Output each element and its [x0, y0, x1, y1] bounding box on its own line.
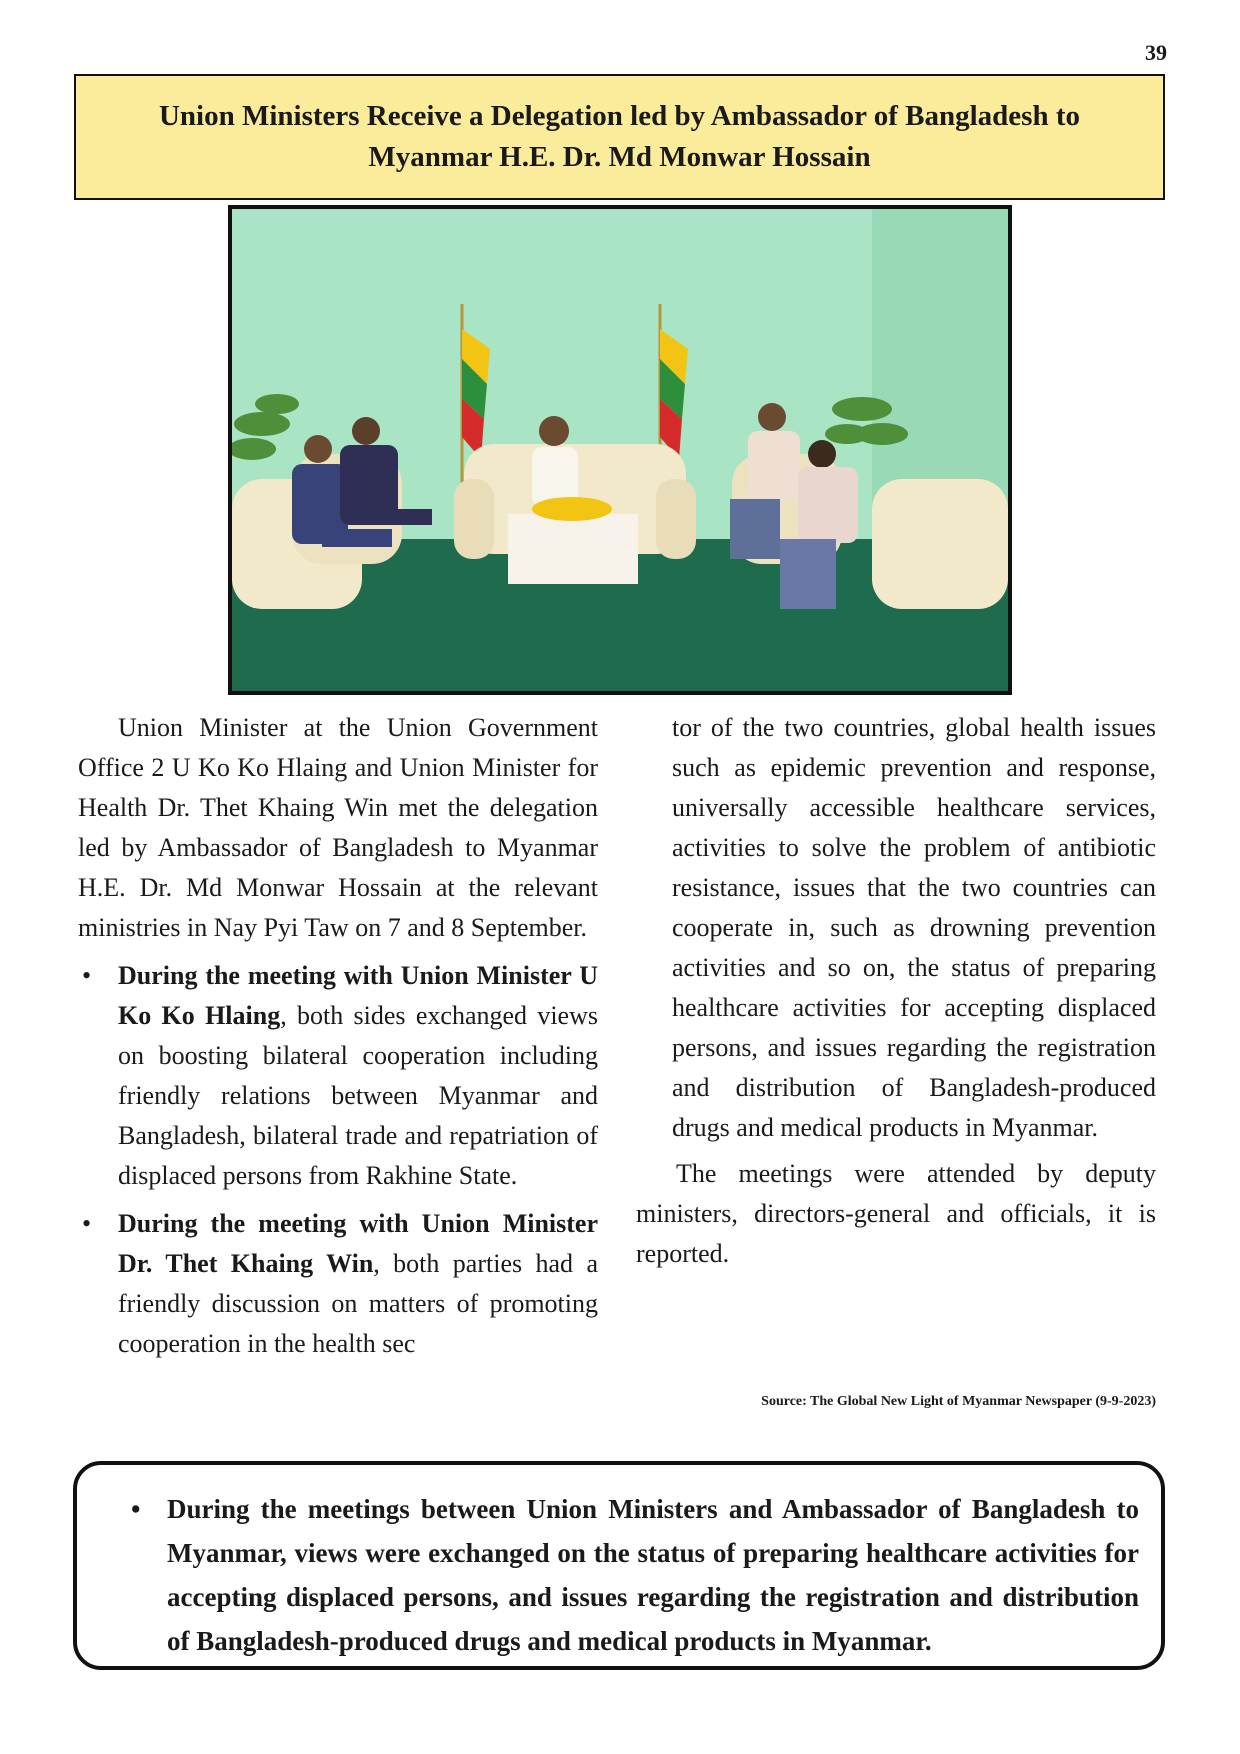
closing-paragraph: The meetings were attended by deputy ministers, directors-general and officials, it is reported.: [636, 1159, 1156, 1268]
left-column: [78, 708, 598, 1364]
right-column: [636, 708, 1156, 1274]
intro-paragraph: Union Minister at the Union Government Office 2 U Ko Ko Hlaing and Union Minister for Health Dr. Thet Khaing Win met the delegation led by Ambassador of Bangladesh to Myanmar H.E. Dr. Md Monwar Hossain at the relevant ministries in Nay Pyi Taw on 7 and 8 September.: [78, 713, 598, 942]
page-number: 39: [1145, 40, 1167, 65]
continuation-paragraph: tor of the two countries, global health issues such as epidemic prevention and response, universally accessible healthcare services, activities to solve the problem of antibiotic resistance, issues that the two countries can cooperate in, such as drowning prevention activities and so on, the status of preparing healthcare activities for accepting displaced persons, and issues regarding the registration and distribution of Bangladesh-produced drugs and medical products in Myanmar.: [672, 713, 1156, 1142]
bullet-meeting-thet-khaing-win: [78, 1204, 598, 1364]
bullet-meeting-ko-ko-hlaing: [78, 956, 598, 1196]
summary-box: [73, 1461, 1165, 1670]
bullet-bold-lead: During the meeting with Union Minister Dr. Thet Khaing Win: [118, 1209, 598, 1278]
meeting-photo: [228, 205, 1012, 695]
bullet-bold-lead: During the meeting with Union Minister U Ko Ko Hlaing: [118, 961, 598, 1030]
meeting-photo-illustration: [232, 209, 1008, 691]
bullet-text: , both parties had a friendly discussion on matters of promoting cooperation in the health sec: [118, 1249, 598, 1358]
bullet-text: , both sides exchanged views on boosting bilateral cooperation including friendly relations between Myanmar and Bangladesh, bilateral trade and repatriation of displaced persons from Rakhine State.: [118, 1001, 598, 1190]
page-title: Union Ministers Receive a Delegation led by Ambassador of Bangladesh to Myanmar H.E. Dr. Md Monwar Hossain: [158, 99, 1081, 173]
source-citation: Source: The Global New Light of Myanmar Newspaper (9-9-2023): [761, 1394, 1156, 1409]
summary-text: • During the meetings between Union Ministers and Ambassador of Bangladesh to Myanmar, views were exchanged on the status of preparing healthcare activities for accepting displaced persons, and issues regarding the registration and distribution of Bangladesh-produced drugs and medical products in Myanmar.: [131, 1487, 1139, 1663]
title-banner: [74, 74, 1165, 200]
